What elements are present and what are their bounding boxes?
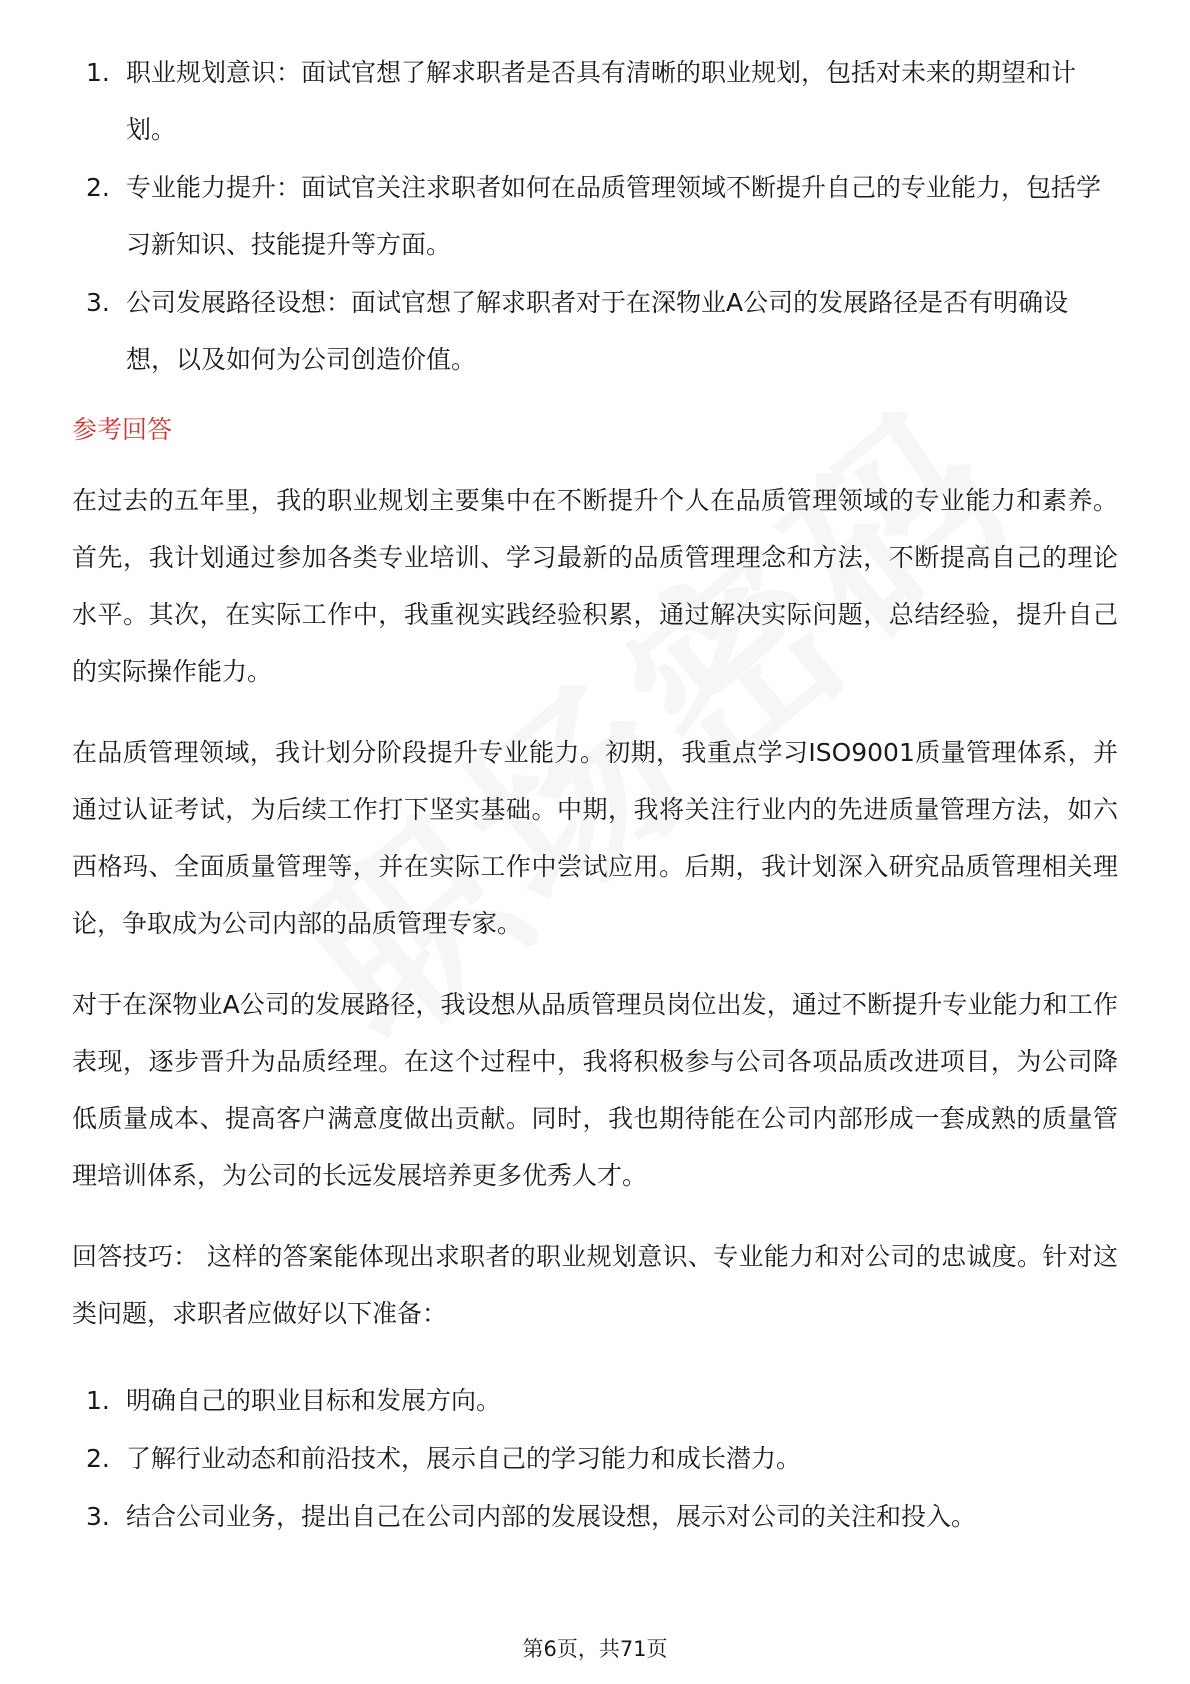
list-item-text: 结合公司业务，提出自己在公司内部的发展设想，展示对公司的关注和投入。 — [126, 1502, 977, 1531]
list-number: 1. — [86, 1386, 110, 1415]
list-number: 3. — [86, 1502, 110, 1531]
list-item-text: 职业规划意识：面试官想了解求职者是否具有清晰的职业规划，包括对未来的期望和计划。 — [126, 58, 1077, 144]
list-item-text: 明确自己的职业目标和发展方向。 — [126, 1386, 502, 1415]
list-number: 2. — [86, 173, 110, 202]
list-item — [72, 44, 1118, 158]
page-content — [72, 44, 1118, 1546]
answer-tips: 回答技巧： 这样的答案能体现出求职者的职业规划意识、专业能力和对公司的忠诚度。针对这类问题，求职者应做好以下准备： — [72, 1242, 1118, 1328]
list-item-text: 了解行业动态和前沿技术，展示自己的学习能力和成长潜力。 — [126, 1444, 802, 1473]
page-number-footer: 第6页，共71页 — [522, 1637, 668, 1661]
answer-paragraph-3: 对于在深物业A公司的发展路径，我设想从品质管理员岗位出发，通过不断提升专业能力和工作表现，逐步晋升为品质经理。在这个过程中，我将积极参与公司各项品质改进项目，为公司降低质量成本、提高客户满意度做出贡献。同时，我也期待能在公司内部形成一套成熟的质量管理培训体系，为公司的长远发展培养更多优秀人才。 — [72, 990, 1118, 1190]
list-item — [72, 274, 1118, 388]
answer-paragraph-1: 在过去的五年里，我的职业规划主要集中在不断提升个人在品质管理领域的专业能力和素养。首先，我计划通过参加各类专业培训、学习最新的品质管理理念和方法，不断提高自己的理论水平。其次，在实际工作中，我重视实践经验积累，通过解决实际问题，总结经验，提升自己的实际操作能力。 — [72, 486, 1118, 686]
list-number: 1. — [86, 58, 110, 87]
tips-list — [72, 1372, 1118, 1545]
list-item — [72, 1488, 1118, 1545]
answer-paragraph-2: 在品质管理领域，我计划分阶段提升专业能力。初期，我重点学习ISO9001质量管理体系，并通过认证考试，为后续工作打下坚实基础。中期，我将关注行业内的先进质量管理方法，如六西格玛、全面质量管理等，并在实际工作中尝试应用。后期，我计划深入研究品质管理相关理论，争取成为公司内部的品质管理专家。 — [72, 738, 1118, 938]
list-item — [72, 1430, 1118, 1487]
reference-answer-heading: 参考回答 — [72, 415, 173, 444]
list-number: 2. — [86, 1444, 110, 1473]
list-item-text: 公司发展路径设想：面试官想了解求职者对于在深物业A公司的发展路径是否有明确设想，以及如何为公司创造价值。 — [126, 288, 1069, 374]
list-item — [72, 1372, 1118, 1429]
list-number: 3. — [86, 288, 110, 317]
list-item-text: 专业能力提升：面试官关注求职者如何在品质管理领域不断提升自己的专业能力，包括学习新知识、技能提升等方面。 — [126, 173, 1102, 259]
intro-list — [72, 44, 1118, 388]
list-item — [72, 159, 1118, 273]
